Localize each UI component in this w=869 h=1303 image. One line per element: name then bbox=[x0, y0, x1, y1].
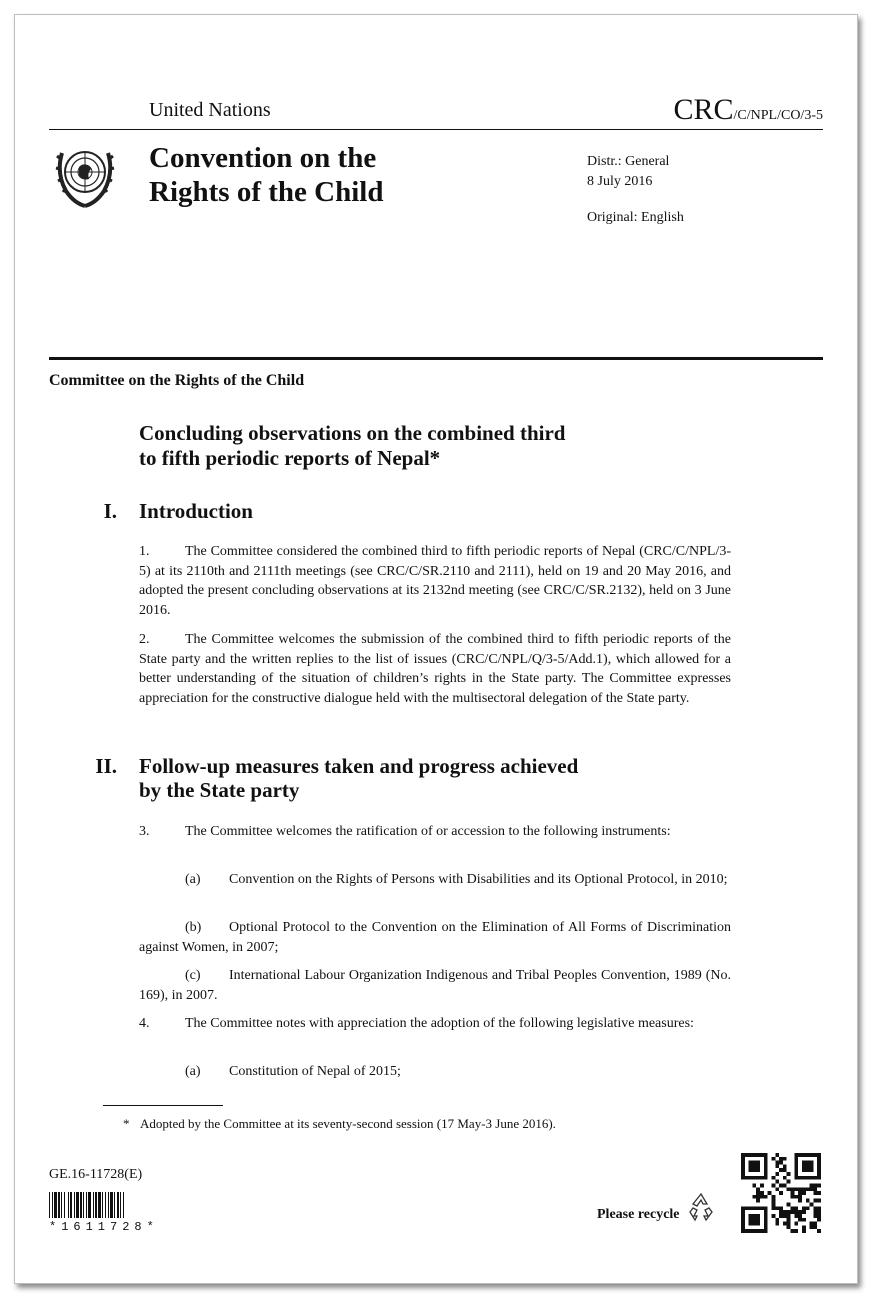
symbol-sub: /C/NPL/CO/3-5 bbox=[733, 108, 823, 123]
paragraph-3a-label: (a) bbox=[185, 872, 201, 887]
distribution-block bbox=[587, 152, 669, 192]
paragraph-1 bbox=[139, 542, 731, 620]
paragraph-1-number: 1. bbox=[139, 544, 150, 559]
paragraph-4a-label: (a) bbox=[185, 1064, 201, 1079]
paragraph-1-text: The Committee considered the combined third to fifth periodic reports of Nepal (CRC/C/NPL/3-5) at its 2110th and 2111th meetings (see CRC/C/SR.2110 and 2111), held on 19 and 20 May 2016, and adopted the present concluding observations at its 2132nd meeting (see CRC/C/SR.2132), held on 3 June 2016. bbox=[139, 544, 731, 618]
paragraph-2-number: 2. bbox=[139, 632, 150, 647]
recycle-icon bbox=[685, 1191, 717, 1223]
document-page bbox=[14, 14, 858, 1284]
paragraph-3b-text: Optional Protocol to the Convention on the Elimination of All Forms of Discrimination against Women, in 2007; bbox=[139, 920, 731, 955]
paragraph-4-text: The Committee notes with appreciation the adoption of the following legislative measures: bbox=[185, 1016, 694, 1031]
paragraph-3b bbox=[139, 918, 731, 957]
section-1-number: I. bbox=[103, 499, 117, 523]
section-2-title bbox=[139, 754, 578, 802]
paragraph-3a bbox=[139, 870, 731, 890]
paragraph-3c bbox=[139, 966, 731, 1005]
committee-name: Committee on the Rights of the Child bbox=[49, 372, 305, 389]
paragraph-4-number: 4. bbox=[139, 1016, 150, 1031]
footnote-text: Adopted by the Committee at its seventy-second session (17 May-3 June 2016). bbox=[140, 1116, 556, 1131]
original-language: Original: English bbox=[587, 210, 684, 225]
barcode-icon bbox=[49, 1192, 184, 1218]
document-title bbox=[139, 421, 565, 471]
paragraph-3 bbox=[139, 822, 731, 842]
section-1-title: Introduction bbox=[139, 499, 253, 523]
section-2-number: II. bbox=[95, 754, 117, 778]
convention-title bbox=[149, 141, 383, 209]
title-rule bbox=[49, 357, 823, 360]
paragraph-3c-label: (c) bbox=[185, 968, 201, 983]
barcode-text: *1611728* bbox=[49, 1220, 159, 1234]
paragraph-2 bbox=[139, 630, 731, 708]
footnote-mark: * bbox=[123, 1116, 130, 1131]
section-2-title-line1: Follow-up measures taken and progress achieved bbox=[139, 754, 579, 778]
header-rule bbox=[49, 129, 823, 130]
convention-title-line2: Rights of the Child bbox=[149, 176, 384, 208]
footnote-rule bbox=[103, 1105, 223, 1106]
title-line2: to fifth periodic reports of Nepal* bbox=[139, 446, 441, 470]
recycle-label: Please recycle bbox=[597, 1207, 680, 1222]
org-name: United Nations bbox=[149, 99, 271, 121]
paragraph-4a-text: Constitution of Nepal of 2015; bbox=[229, 1064, 401, 1079]
paragraph-3a-text: Convention on the Rights of Persons with Disabilities and its Optional Protocol, in 2010; bbox=[229, 872, 728, 887]
paragraph-3c-text: International Labour Organization Indigenous and Tribal Peoples Convention, 1989 (No. 169), in 2007. bbox=[139, 968, 731, 1003]
document-symbol bbox=[674, 93, 824, 127]
footnote bbox=[123, 1116, 556, 1132]
issue-date: 8 July 2016 bbox=[587, 174, 653, 189]
paragraph-3-text: The Committee welcomes the ratification of or accession to the following instruments: bbox=[185, 824, 671, 839]
qr-code-icon bbox=[741, 1153, 821, 1233]
title-line1: Concluding observations on the combined third bbox=[139, 421, 566, 445]
un-emblem-icon bbox=[55, 139, 115, 211]
paragraph-2-text: The Committee welcomes the submission of the combined third to fifth periodic reports of the State party and the written replies to the list of issues (CRC/C/NPL/Q/3-5/Add.1), which allowed for a better understanding of the situation of children’s rights in the State party. The Committee expresses appreciation for the constructive dialogue held with the multisectoral delegation of the State party. bbox=[139, 632, 731, 706]
paragraph-4a bbox=[139, 1062, 731, 1082]
paragraph-3-number: 3. bbox=[139, 824, 150, 839]
section-2-title-line2: by the State party bbox=[139, 778, 300, 802]
paragraph-3b-label: (b) bbox=[185, 920, 202, 935]
paragraph-4 bbox=[139, 1014, 731, 1034]
symbol-main: CRC bbox=[673, 93, 734, 126]
distribution: Distr.: General bbox=[587, 154, 670, 169]
job-number: GE.16-11728(E) bbox=[49, 1167, 143, 1182]
convention-title-line1: Convention on the bbox=[149, 142, 377, 174]
